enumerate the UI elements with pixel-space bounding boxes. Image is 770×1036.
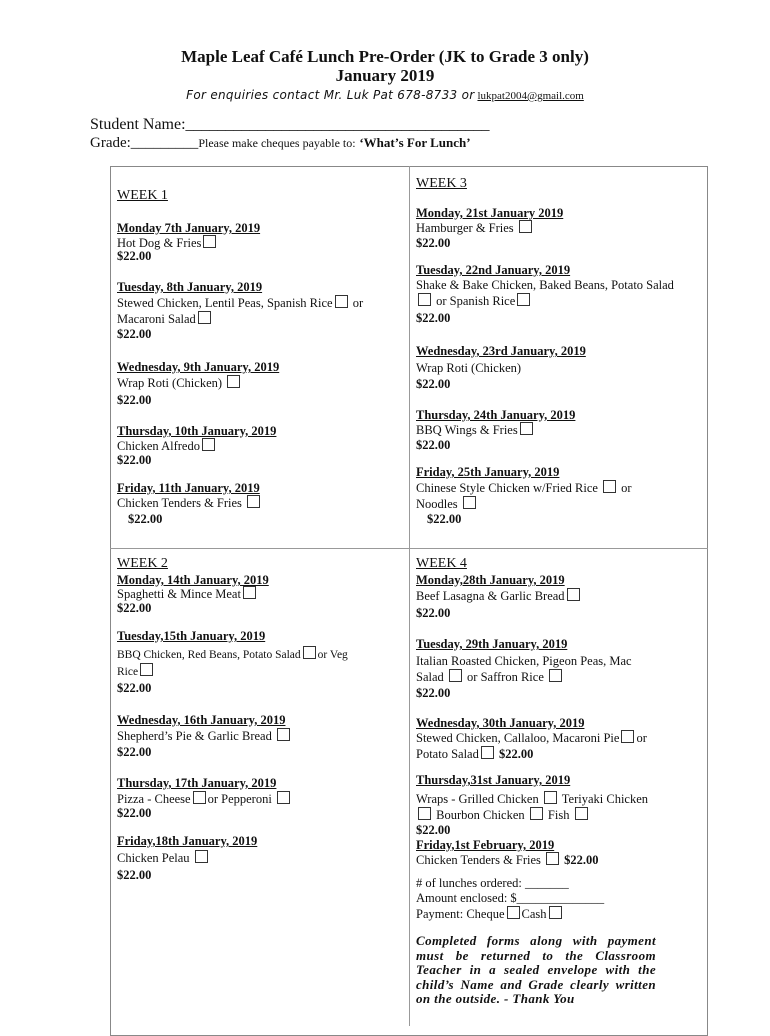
checkbox[interactable]: [519, 220, 532, 233]
enquiries-text: For enquiries contact Mr. Luk Pat 678-8733 or: [186, 88, 475, 102]
week4-day1-price: $22.00: [416, 606, 451, 620]
cheque-note: Please make cheques payable to:: [198, 136, 356, 150]
week2-day3-price: $22.00: [117, 745, 152, 759]
week2-day4-price: $22.00: [117, 806, 152, 820]
week1-day2-item: Stewed Chicken, Lentil Peas, Spanish Rice or Macaroni Salad: [117, 296, 364, 326]
week4-day2-item: Italian Roasted Chicken, Pigeon Peas, Mac Salad or Saffron Rice: [416, 654, 632, 684]
checkbox[interactable]: [530, 807, 543, 820]
week4-day3-item: Stewed Chicken, Callaloo, Macaroni Pie or Potato Salad $22.00: [416, 731, 647, 761]
week3-day4-item: BBQ Wings & Fries: [416, 422, 535, 438]
week4-day4-item: Wraps - Grilled Chicken Teriyaki Chicken Bourbon Chicken Fish: [416, 792, 649, 822]
checkbox[interactable]: [202, 438, 215, 451]
week2-day4-item: Pizza - Cheese or Pepperoni: [117, 791, 292, 807]
week4-day2: Tuesday, 29th January, 2019: [416, 637, 568, 651]
checkbox[interactable]: [546, 852, 559, 865]
lunches-ordered-field[interactable]: # of lunches ordered: _______: [416, 876, 569, 890]
grade-field[interactable]: Grade:_________: [90, 135, 199, 151]
week2-day1: Monday, 14th January, 2019: [117, 573, 269, 587]
week3-day3: Wednesday, 23rd January, 2019: [416, 344, 586, 358]
checkbox[interactable]: [277, 791, 290, 804]
enquiries-line: [0, 88, 770, 103]
week1-day4-item: Chicken Alfredo: [117, 438, 217, 454]
week2-day5-item: Chicken Pelau: [117, 850, 210, 866]
week3-day5-price: $22.00: [427, 512, 462, 526]
column-divider: [409, 166, 410, 1026]
week1-day2: Tuesday, 8th January, 2019: [117, 280, 263, 294]
checkbox[interactable]: [203, 235, 216, 248]
checkbox[interactable]: [603, 480, 616, 493]
week4-day2-price: $22.00: [416, 686, 451, 700]
checkbox[interactable]: [193, 791, 206, 804]
checkbox[interactable]: [567, 588, 580, 601]
week1-day1-item: Hot Dog & Fries: [117, 235, 218, 251]
checkbox[interactable]: [227, 375, 240, 388]
week4-day4-price: $22.00: [416, 823, 451, 837]
week2-day2-price: $22.00: [117, 681, 152, 695]
week2-day3-item: Shepherd’s Pie & Garlic Bread: [117, 728, 292, 744]
checkbox[interactable]: [575, 807, 588, 820]
week1-day4-price: $22.00: [117, 453, 152, 467]
week4-day1: Monday,28th January, 2019: [416, 573, 565, 587]
checkbox[interactable]: [198, 311, 211, 324]
page-title: Maple Leaf Café Lunch Pre-Order (JK to Grade 3 only): [181, 47, 589, 66]
payable-to: ‘What’s For Lunch’: [359, 135, 471, 150]
checkbox[interactable]: [418, 293, 431, 306]
week3-day1-item: Hamburger & Fries: [416, 220, 534, 236]
week3-day5-item: Chinese Style Chicken w/Fried Rice or Noodles: [416, 481, 632, 511]
checkbox[interactable]: [303, 646, 316, 659]
week3-day5: Friday, 25th January, 2019: [416, 465, 560, 479]
week1-label: WEEK 1: [117, 188, 168, 203]
week1-day4: Thursday, 10th January, 2019: [117, 424, 277, 438]
week1-day3-price: $22.00: [117, 393, 152, 407]
row-divider: [110, 548, 708, 549]
week3-day2-item: Shake & Bake Chicken, Baked Beans, Potato Salad or Spanish Rice: [416, 278, 674, 308]
page-subtitle: January 2019: [335, 66, 435, 85]
checkbox[interactable]: [243, 586, 256, 599]
cash-checkbox[interactable]: [549, 906, 562, 919]
week3-day2: Tuesday, 22nd January, 2019: [416, 263, 571, 277]
week3-day3-item: Wrap Roti (Chicken): [416, 361, 522, 375]
week2-day3: Wednesday, 16th January, 2019: [117, 713, 286, 727]
week1-day5-item: Chicken Tenders & Fries: [117, 495, 262, 511]
checkbox[interactable]: [520, 422, 533, 435]
email-link[interactable]: lukpat2004@gmail.com: [477, 90, 584, 102]
week1-day3-item: Wrap Roti (Chicken): [117, 375, 242, 391]
week1-day1-price: $22.00: [117, 249, 152, 263]
payment-method: Payment: Cheque Cash: [416, 906, 564, 922]
amount-enclosed-field[interactable]: Amount enclosed: $______________: [416, 891, 605, 905]
week2-day2-item: BBQ Chicken, Red Beans, Potato Salad or Veg Rice: [117, 646, 407, 680]
week3-day1-price: $22.00: [416, 236, 451, 250]
checkbox[interactable]: [418, 807, 431, 820]
checkbox[interactable]: [140, 663, 153, 676]
checkbox[interactable]: [621, 730, 634, 743]
week2-day4: Thursday, 17th January, 2019: [117, 776, 277, 790]
checkbox[interactable]: [195, 850, 208, 863]
checkbox[interactable]: [277, 728, 290, 741]
checkbox[interactable]: [549, 669, 562, 682]
week1-day3: Wednesday, 9th January, 2019: [117, 360, 280, 374]
week3-day3-price: $22.00: [416, 377, 451, 391]
week3-day4-price: $22.00: [416, 438, 451, 452]
week4-day1-item: Beef Lasagna & Garlic Bread: [416, 588, 582, 604]
week2-label: WEEK 2: [117, 556, 168, 571]
week4-day4: Thursday,31st January, 2019: [416, 773, 571, 787]
week2-day1-item: Spaghetti & Mince Meat: [117, 586, 258, 602]
week4-day5-item: Chicken Tenders & Fries $22.00: [416, 853, 599, 867]
week2-day2: Tuesday,15th January, 2019: [117, 629, 266, 643]
week1-day5-price: $22.00: [128, 512, 163, 526]
checkbox[interactable]: [481, 746, 494, 759]
week2-day5-price: $22.00: [117, 868, 152, 882]
week3-day4: Thursday, 24th January, 2019: [416, 408, 576, 422]
checkbox[interactable]: [335, 295, 348, 308]
checkbox[interactable]: [544, 791, 557, 804]
checkbox[interactable]: [449, 669, 462, 682]
return-instructions: Completed forms along with payment must be returned to the Classroom Teacher in a sealed envelope with the child’s Name and Grade clearly written on the outside. - Thank You: [416, 933, 656, 1006]
checkbox[interactable]: [247, 495, 260, 508]
checkbox[interactable]: [517, 293, 530, 306]
week3-day2-price: $22.00: [416, 311, 451, 325]
week2-day5: Friday,18th January, 2019: [117, 834, 258, 848]
week3-label: WEEK 3: [416, 176, 467, 191]
week3-day1: Monday, 21st January 2019: [416, 206, 564, 220]
cheque-checkbox[interactable]: [507, 906, 520, 919]
week2-day1-price: $22.00: [117, 601, 152, 615]
grade-line: [90, 135, 471, 152]
week1-day2-price: $22.00: [117, 327, 152, 341]
week1-day5: Friday, 11th January, 2019: [117, 481, 260, 495]
week4-day3: Wednesday, 30th January, 2019: [416, 716, 585, 730]
week1-day1: Monday 7th January, 2019: [117, 221, 261, 235]
week4-day5: Friday,1st February, 2019: [416, 838, 555, 852]
checkbox[interactable]: [463, 496, 476, 509]
student-name-field[interactable]: Student Name:______________________________________: [90, 116, 490, 133]
week4-label: WEEK 4: [416, 556, 467, 571]
